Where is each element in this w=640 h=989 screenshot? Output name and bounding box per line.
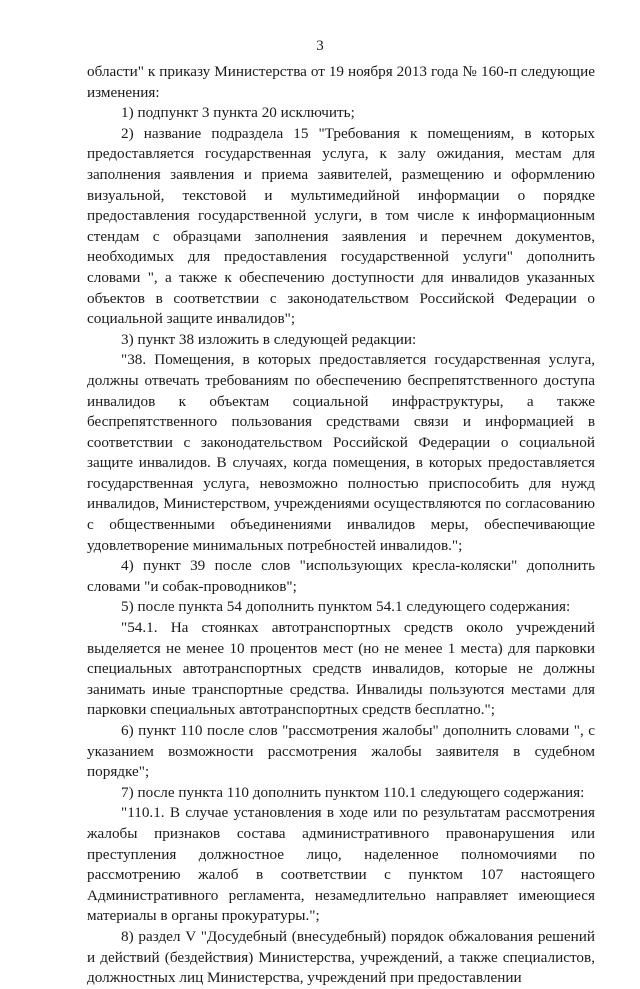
paragraph-p3: 3) пункт 38 изложить в следующей редакции:	[121, 330, 417, 348]
paragraph-p5: 4) пункт 39 после слов "использующих кресла-коляски" дополнить словами "и собак-проводников";	[87, 557, 595, 595]
paragraph-p7: "54.1. На стоянках автотранспортных средств около учреждений выделяется не менее 10 процентов мест (но не менее 1 места) для парковки специальных автотранспортных средств инвалидов, которые не должны занимать иные транспортные средства. Инвалиды пользуются местами для парковки специальных автотранспортных средств бесплатно.";	[87, 619, 595, 719]
paragraph-p11: 8) раздел V "Досудебный (внесудебный) порядок обжалования решений и действий (бездействия) Министерства, учреждений, а также специалистов, должностных лиц Министерства, учреждений при предоставлении	[87, 927, 595, 987]
paragraph-p2: 2) название подраздела 15 "Требования к помещениям, в которых предоставляется государственная услуга, к залу ожидания, местам для заполнения заявления и приема заявителей, размещению и оформлению визуальной, текстовой и мультимедийной информации о порядке предоставления государственной услуги, в том числе к информационным стендам с образцами заполнения заявления и перечнем документов, необходимых для предоставления государственной услуги" дополнить словами ", а также к обеспечению доступности для инвалидов указанных объектов в соответствии с законодательством Российской Федерации о социальной защите инвалидов";	[87, 124, 595, 328]
paragraph-p9: 7) после пункта 110 дополнить пунктом 110.1 следующего содержания:	[121, 783, 585, 801]
paragraph-p8: 6) пункт 110 после слов "рассмотрения жалобы" дополнить словами ", с указанием возможности рассмотрения жалобы заявителя в судебном порядке";	[87, 722, 595, 781]
paragraph-p0: области" к приказу Министерства от 19 ноября 2013 года № 160-п следующие изменения:	[87, 63, 595, 101]
paragraph-p6: 5) после пункта 54 дополнить пунктом 54.1 следующего содержания:	[121, 598, 571, 616]
paragraph-p10: "110.1. В случае установления в ходе или по результатам рассмотрения жалобы признаков состава административного правонарушения или преступления должностное лицо, наделенное полномочиями по рассмотрению жалоб в соответствии с пунктом 107 настоящего Административного регламента, незамедлительно направляет имеющиеся материалы в органы прокуратуры.";	[87, 804, 595, 925]
document-body	[87, 62, 595, 989]
paragraph-p4: "38. Помещения, в которых предоставляется государственная услуга, должны отвечать требованиям по обеспечению беспрепятственного доступа инвалидов к объектам социальной инфраструктуры, а также беспрепятственного пользования средствами связи и информацией в соответствии с законодательством Российской Федерации о социальной защите инвалидов. В случаях, когда помещения, в которых предоставляется государственная услуга, невозможно полностью приспособить для нужд инвалидов, Министерством, учреждениями осуществляются по согласованию с общественными объединениями инвалидов меры, обеспечивающие удовлетворение минимальных потребностей инвалидов.";	[87, 351, 595, 554]
paragraph-p1: 1) подпункт 3 пункта 20 исключить;	[121, 104, 355, 122]
page-number: 3	[316, 38, 324, 54]
